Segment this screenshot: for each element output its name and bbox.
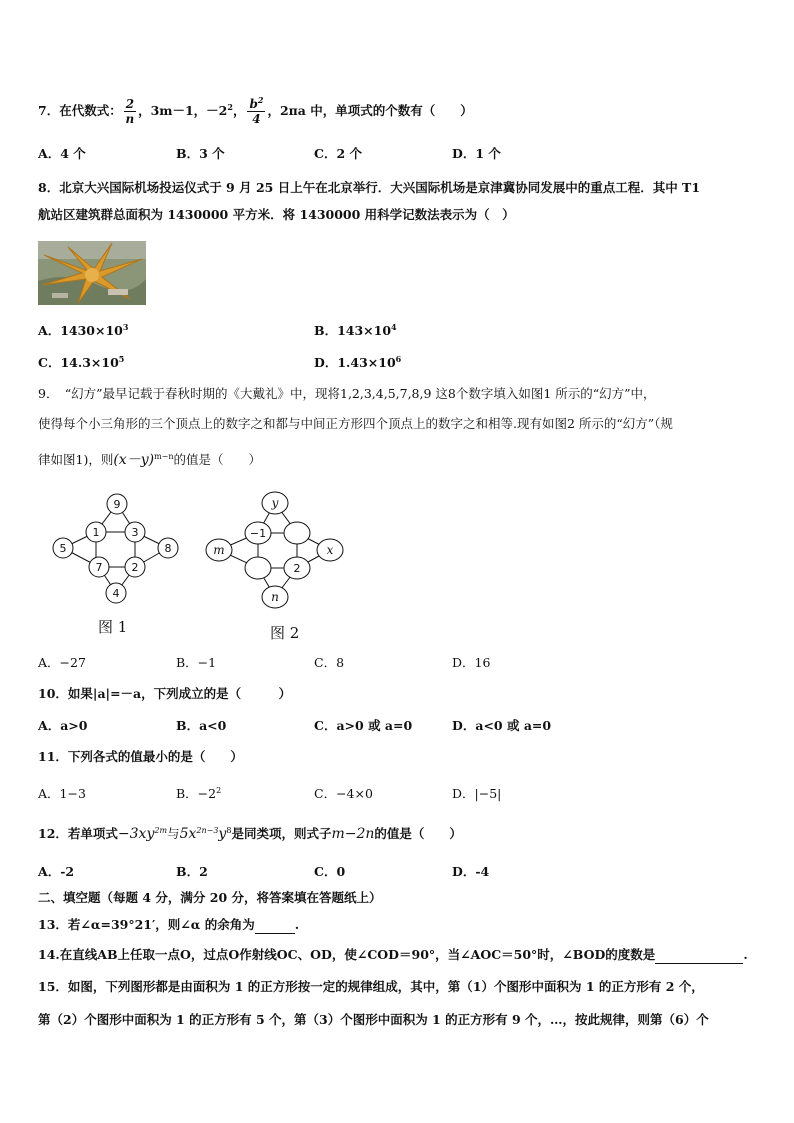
airport-photo (38, 241, 146, 305)
fig2-top: y (271, 496, 279, 510)
fig1-c4: 2 (131, 561, 139, 574)
q7-option-b[interactable]: B．3 个 (176, 146, 225, 161)
section-heading-fill-in: 二、填空题（每题 4 分，满分 20 分，将答案填在答题纸上） (38, 890, 382, 905)
q7-fraction-2-over-n: $\frac{2}{n}$ (125, 97, 135, 126)
magic-square-figure-1 (46, 492, 186, 610)
q8-option-c[interactable]: C．$14.3\times 10^5$ (38, 353, 125, 370)
q10-option-d[interactable]: D．a<0 或 a=0 (452, 718, 552, 733)
q11-stem: 11．下列各式的值最小的是（ ） (38, 749, 243, 764)
fig1-c3: 7 (95, 561, 103, 574)
q15-stem-line1: 15．如图，下列图形都是由面积为 1 的正方形按一定的规律组成，其中，第（1）个图形中面积为 1 的正方形有 2 个， (38, 979, 704, 994)
q8-option-d[interactable]: D．$1.43\times 10^6$ (314, 353, 402, 370)
q10-option-a[interactable]: A．a>0 (38, 718, 88, 733)
q9-option-d[interactable]: D．16 (452, 655, 491, 670)
q9-stem-line3: 律如图1)，则$(x-y)^{m-n}$的值是（ ） (38, 451, 262, 468)
q10-stem: 10．如果|a|=－a，下列成立的是（ ） (38, 686, 292, 701)
fig1-c1: 1 (92, 526, 100, 539)
fig2-right: x (326, 543, 334, 557)
fig1-top: 9 (113, 498, 121, 511)
magic-square-figure-2 (204, 490, 354, 612)
q10-option-c[interactable]: C．a>0 或 a=0 (314, 718, 413, 733)
q7-option-d[interactable]: D．1 个 (452, 146, 501, 161)
q7-fraction-b2-over-4: $\frac{b^2}{4}$ (249, 95, 264, 126)
q14-stem: 14.在直线AB上任取一点O，过点O作射线OC、OD，使∠COD＝90°，当∠AOC＝50°时，∠BOD的度数是 . (38, 947, 748, 962)
fig1-left: 5 (59, 542, 67, 555)
q7-stem: 7．在代数式： $\frac{2}{n}$ ，3m－1，$-2^2$， $\frac{b^2}{4}$ ，2πa 中，单项式的个数有（ ） (38, 95, 473, 126)
q8-option-b[interactable]: B．$143\times 10^4$ (314, 321, 397, 338)
q12-option-c[interactable]: C．0 (314, 864, 346, 879)
q12-option-d[interactable]: D．-4 (452, 864, 490, 879)
figure-2-caption: 图 2 (270, 624, 300, 642)
figure-1-caption: 图 1 (98, 618, 128, 636)
q11-option-c[interactable]: C．−4×0 (314, 786, 373, 801)
fig1-right: 8 (164, 542, 172, 555)
q7-option-c[interactable]: C．2 个 (314, 146, 362, 161)
q12-stem: 12．若单项式$-3xy^{2m}$与$5x^{2n-3}y^8$是同类项，则式子m−2n的值是（ ） (38, 825, 462, 842)
q7-option-a[interactable]: A．4 个 (38, 146, 86, 161)
q12-option-a[interactable]: A．-2 (38, 864, 75, 879)
q8-option-a[interactable]: A．$1430\times 10^3$ (38, 321, 129, 338)
q12-option-b[interactable]: B．2 (176, 864, 208, 879)
q13-answer-blank[interactable] (255, 917, 295, 934)
q9-option-b[interactable]: B．−1 (176, 655, 217, 670)
fig2-c1: −1 (249, 527, 267, 540)
q11-option-d[interactable]: D．|−5| (452, 786, 502, 801)
q11-option-a[interactable]: A．1−3 (38, 786, 86, 801)
q13-stem: 13．若∠α=39°21′，则∠α 的余角为 . (38, 917, 300, 932)
fig1-c2: 3 (131, 526, 139, 539)
q10-option-b[interactable]: B．a<0 (176, 718, 227, 733)
q9-stem-line2: 使得每个小三角形的三个顶点上的数字之和都与中间正方形四个顶点上的数字之和相等.现有如图2 所示的“幻方”（规 (38, 416, 673, 431)
fig1-bottom: 4 (112, 587, 120, 600)
fig2-c4: 2 (293, 562, 301, 575)
q14-answer-blank[interactable] (655, 947, 743, 964)
q9-option-c[interactable]: C．8 (314, 655, 345, 670)
q11-option-b[interactable]: B．$-2^2$ (176, 785, 222, 801)
q9-option-a[interactable]: A．−27 (38, 655, 86, 670)
q8-stem-line1: 8．北京大兴国际机场投运仪式于 9 月 25 日上午在北京举行．大兴国际机场是京津冀协同发展中的重点工程．其中 T1 (38, 180, 701, 195)
fig2-left: m (213, 543, 225, 557)
q15-stem-line2: 第（2）个图形中面积为 1 的正方形有 5 个，第（3）个图形中面积为 1 的正方形有 9 个，…，按此规律，则第（6）个 (38, 1012, 709, 1027)
fig2-bottom: n (271, 590, 279, 604)
q9-stem-line1: 9． “幻方”最早记载于春秋时期的《大戴礼》中，现将1,2,3,4,5,7,8,9 这8个数字填入如图1 所示的“幻方”中， (38, 386, 656, 401)
q8-stem-line2: 航站区建筑群总面积为 1430000 平方米．将 1430000 用科学记数法表示为（ ） (38, 207, 515, 222)
